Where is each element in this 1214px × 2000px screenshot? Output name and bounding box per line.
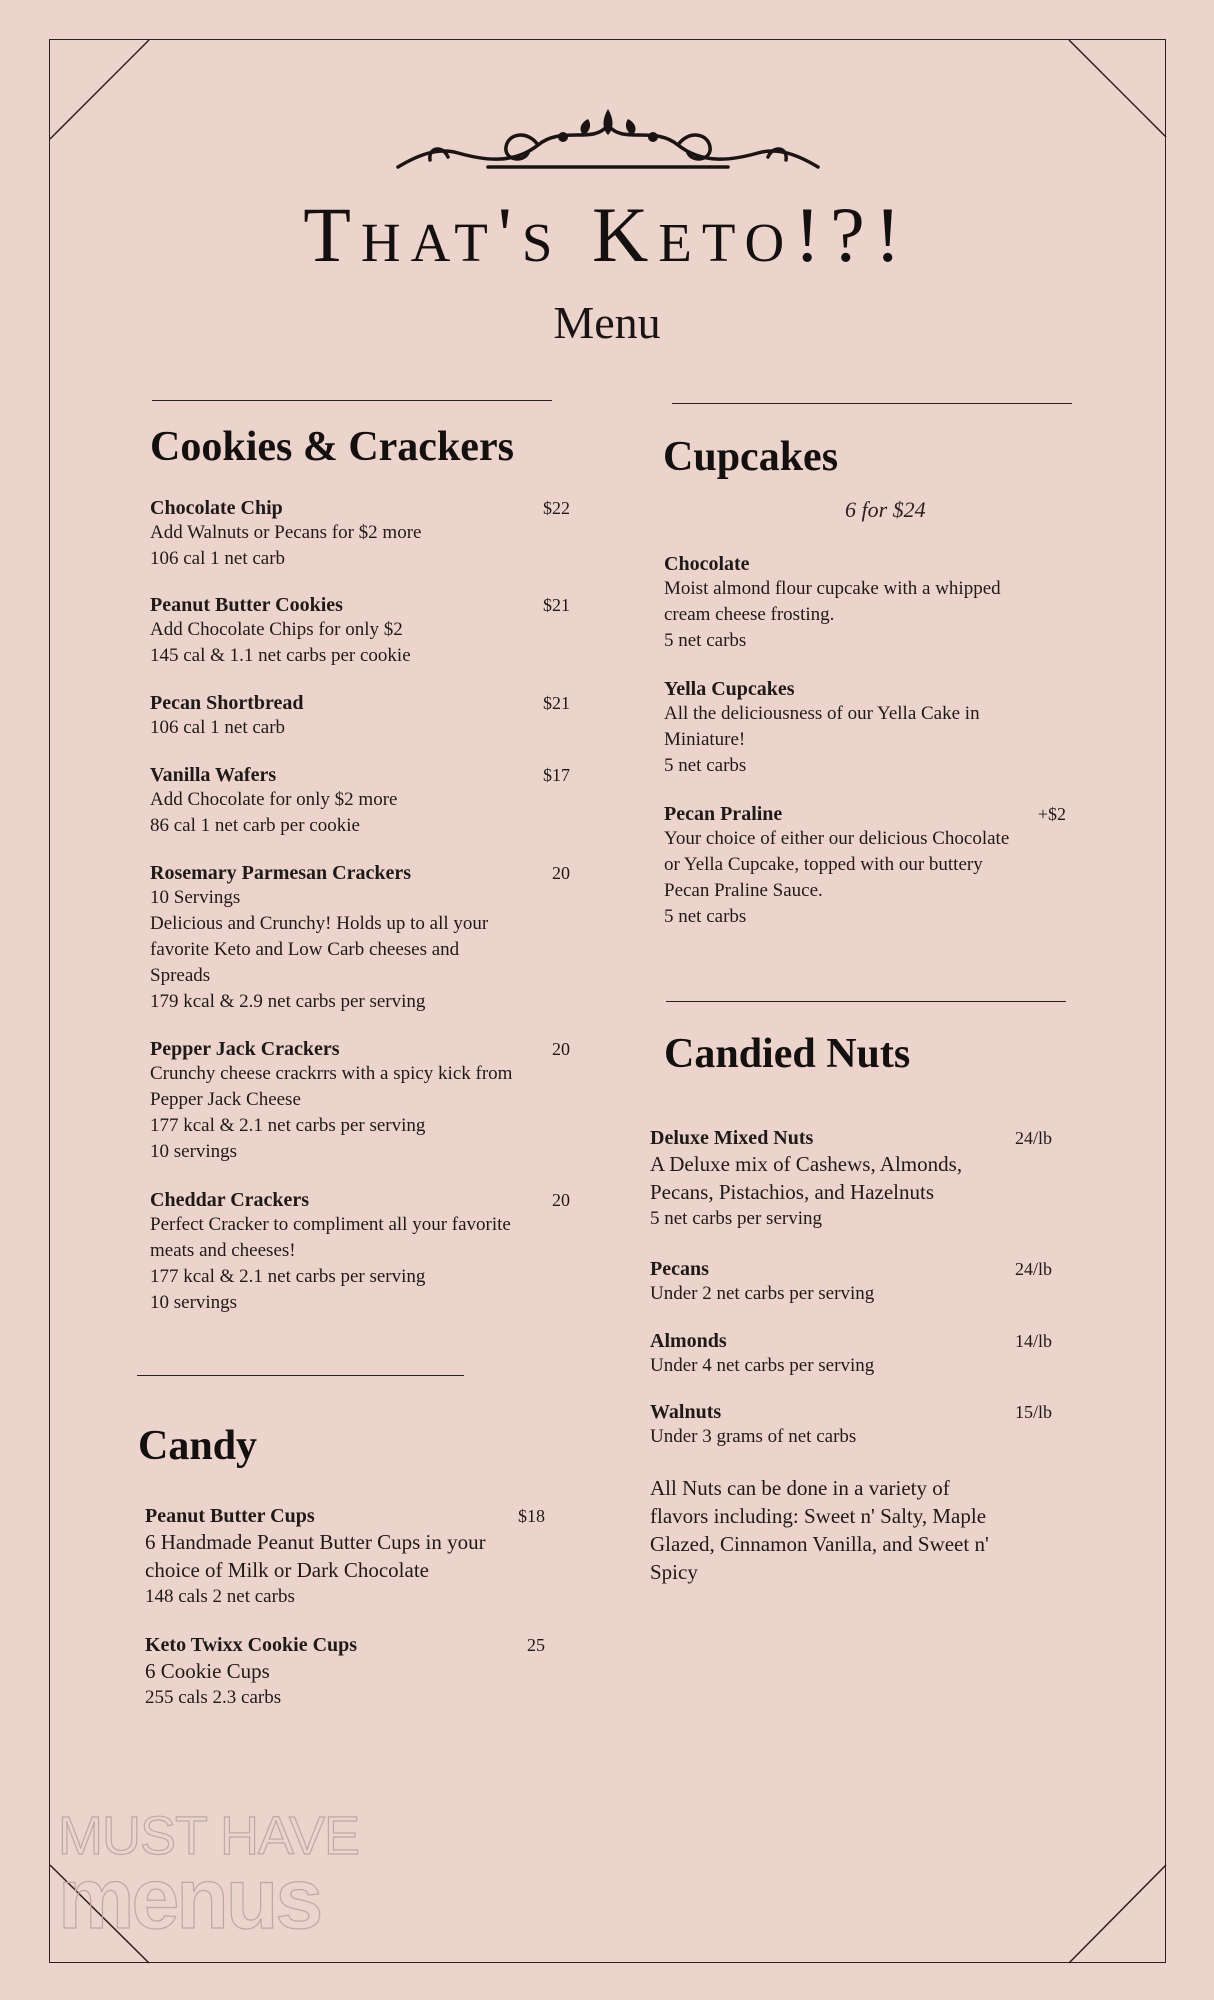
item-name: Vanilla Wafers [150, 764, 277, 786]
item-price: $21 [543, 693, 570, 713]
item-price: 24/lb [1014, 1259, 1052, 1279]
item-price: $22 [543, 498, 570, 518]
item-line: 179 kcal & 2.9 net carbs per serving [150, 991, 426, 1012]
menu-item [650, 1258, 1052, 1307]
corner-top-left [49, 39, 153, 143]
brand-watermark [58, 1806, 360, 1947]
menu-item [150, 1189, 570, 1316]
item-price: 20 [552, 863, 570, 883]
item-price: 14/lb [1014, 1331, 1052, 1351]
item-line: Pecan Praline Sauce. [664, 880, 823, 901]
item-name: Keto Twixx Cookie Cups [145, 1634, 358, 1656]
menu-item [145, 1505, 545, 1610]
flourish-ornament [388, 105, 828, 175]
item-line: Under 4 net carbs per serving [650, 1355, 875, 1376]
item-price: 20 [552, 1190, 570, 1210]
item-line: Add Walnuts or Pecans for $2 more [150, 522, 422, 543]
item-line: 10 servings [150, 1292, 238, 1313]
item-name: Cheddar Crackers [150, 1189, 310, 1211]
item-name: Peanut Butter Cups [145, 1505, 315, 1527]
watermark-line-1: MUST HAVE [58, 1806, 360, 1866]
menu-item [150, 862, 570, 1015]
restaurant-title: That's Keto!?! [303, 191, 911, 278]
item-price: $21 [543, 595, 570, 615]
item-name: Pecans [650, 1258, 709, 1280]
item-line: Spreads [150, 965, 211, 986]
menu-item [650, 1330, 1052, 1379]
menu-item [145, 1634, 545, 1711]
item-price: 25 [527, 1635, 545, 1655]
cookies-divider [152, 400, 552, 401]
nuts-divider [666, 1001, 1066, 1002]
item-line: 5 net carbs [664, 630, 747, 651]
item-line: 255 cals 2.3 carbs [145, 1687, 282, 1708]
menu-item [150, 1038, 570, 1165]
item-name: Pecan Praline [664, 803, 783, 825]
note-line: Spicy [650, 1560, 698, 1584]
item-line: All the deliciousness of our Yella Cake in [664, 703, 980, 724]
item-name: Pecan Shortbread [150, 692, 304, 714]
item-name: Almonds [650, 1330, 727, 1352]
item-line: Crunchy cheese crackrrs with a spicy kick from [150, 1063, 513, 1084]
item-line: 5 net carbs per serving [650, 1208, 822, 1229]
note-line: Glazed, Cinnamon Vanilla, and Sweet n' [650, 1532, 989, 1556]
section-title-candy: Candy [138, 1423, 258, 1469]
cupcakes-divider [672, 403, 1072, 404]
menu-item [664, 553, 1064, 654]
item-name: Chocolate Chip [150, 497, 283, 519]
item-price: $17 [543, 765, 570, 785]
item-line: 106 cal 1 net carb [150, 548, 286, 569]
item-line: meats and cheeses! [150, 1240, 296, 1261]
menu-item [150, 692, 570, 741]
section-title-cookies: Cookies & Crackers [150, 424, 514, 470]
menu-item [150, 594, 570, 669]
menu-item [650, 1401, 1052, 1450]
item-line: 6 Handmade Peanut Butter Cups in your [145, 1530, 486, 1554]
item-name: Rosemary Parmesan Crackers [150, 862, 412, 884]
menu-item [150, 764, 570, 839]
item-line: 10 servings [150, 1141, 238, 1162]
item-price: 24/lb [1014, 1128, 1052, 1148]
item-line: favorite Keto and Low Carb cheeses and [150, 939, 460, 960]
corner-bottom-right [1066, 1862, 1170, 1966]
item-line: or Yella Cupcake, topped with our buttery [664, 854, 983, 875]
item-line: 177 kcal & 2.1 net carbs per serving [150, 1266, 426, 1287]
item-line: 148 cals 2 net carbs [145, 1586, 295, 1607]
item-line: A Deluxe mix of Cashews, Almonds, [650, 1152, 963, 1176]
item-line: Moist almond flour cupcake with a whipped [664, 578, 1001, 599]
section-title-cupcakes: Cupcakes [663, 434, 839, 480]
watermark-line-2: menus [58, 1851, 321, 1947]
item-line: 86 cal 1 net carb per cookie [150, 815, 360, 836]
cupcakes-tagline: 6 for $24 [845, 497, 926, 522]
item-line: cream cheese frosting. [664, 604, 835, 625]
item-line: Add Chocolate for only $2 more [150, 789, 398, 810]
menu-subtitle: Menu [553, 297, 661, 348]
item-line: 5 net carbs [664, 906, 747, 927]
item-line: Miniature! [664, 729, 746, 750]
item-name: Deluxe Mixed Nuts [650, 1127, 814, 1149]
item-line: Your choice of either our delicious Chocolate [664, 828, 1010, 849]
menu-item [650, 1127, 1052, 1232]
candy-divider [137, 1375, 464, 1376]
item-name: Pepper Jack Crackers [150, 1038, 340, 1060]
item-price: $18 [518, 1506, 545, 1526]
item-price: 20 [552, 1039, 570, 1059]
menu-item [664, 803, 1066, 930]
item-name: Chocolate [664, 553, 750, 575]
item-price: +$2 [1037, 804, 1066, 824]
item-line: 177 kcal & 2.1 net carbs per serving [150, 1115, 426, 1136]
item-line: choice of Milk or Dark Chocolate [145, 1558, 429, 1582]
item-line: 106 cal 1 net carb [150, 717, 286, 738]
item-line: Under 2 net carbs per serving [650, 1283, 875, 1304]
section-title-nuts: Candied Nuts [664, 1031, 911, 1077]
item-line: 6 Cookie Cups [145, 1659, 270, 1683]
corner-top-right [1066, 39, 1170, 143]
item-price: 15/lb [1014, 1402, 1052, 1422]
note-line: All Nuts can be done in a variety of [650, 1476, 950, 1500]
menu-item [664, 678, 1064, 779]
note-line: flavors including: Sweet n' Salty, Maple [650, 1504, 987, 1528]
item-name: Peanut Butter Cookies [150, 594, 343, 616]
menu-item [150, 497, 570, 572]
item-line: 145 cal & 1.1 net carbs per cookie [150, 645, 411, 666]
item-line: Under 3 grams of net carbs [650, 1426, 857, 1447]
item-line: Pepper Jack Cheese [150, 1089, 301, 1110]
item-line: Delicious and Crunchy! Holds up to all your [150, 913, 489, 934]
item-line: Perfect Cracker to compliment all your favorite [150, 1214, 511, 1235]
nuts-flavor-note [650, 1474, 1070, 1586]
item-line: 5 net carbs [664, 755, 747, 776]
item-name: Walnuts [650, 1401, 722, 1423]
item-line: Add Chocolate Chips for only $2 [150, 619, 403, 640]
item-line: Pecans, Pistachios, and Hazelnuts [650, 1180, 935, 1204]
item-line: 10 Servings [150, 887, 241, 908]
item-name: Yella Cupcakes [664, 678, 795, 700]
